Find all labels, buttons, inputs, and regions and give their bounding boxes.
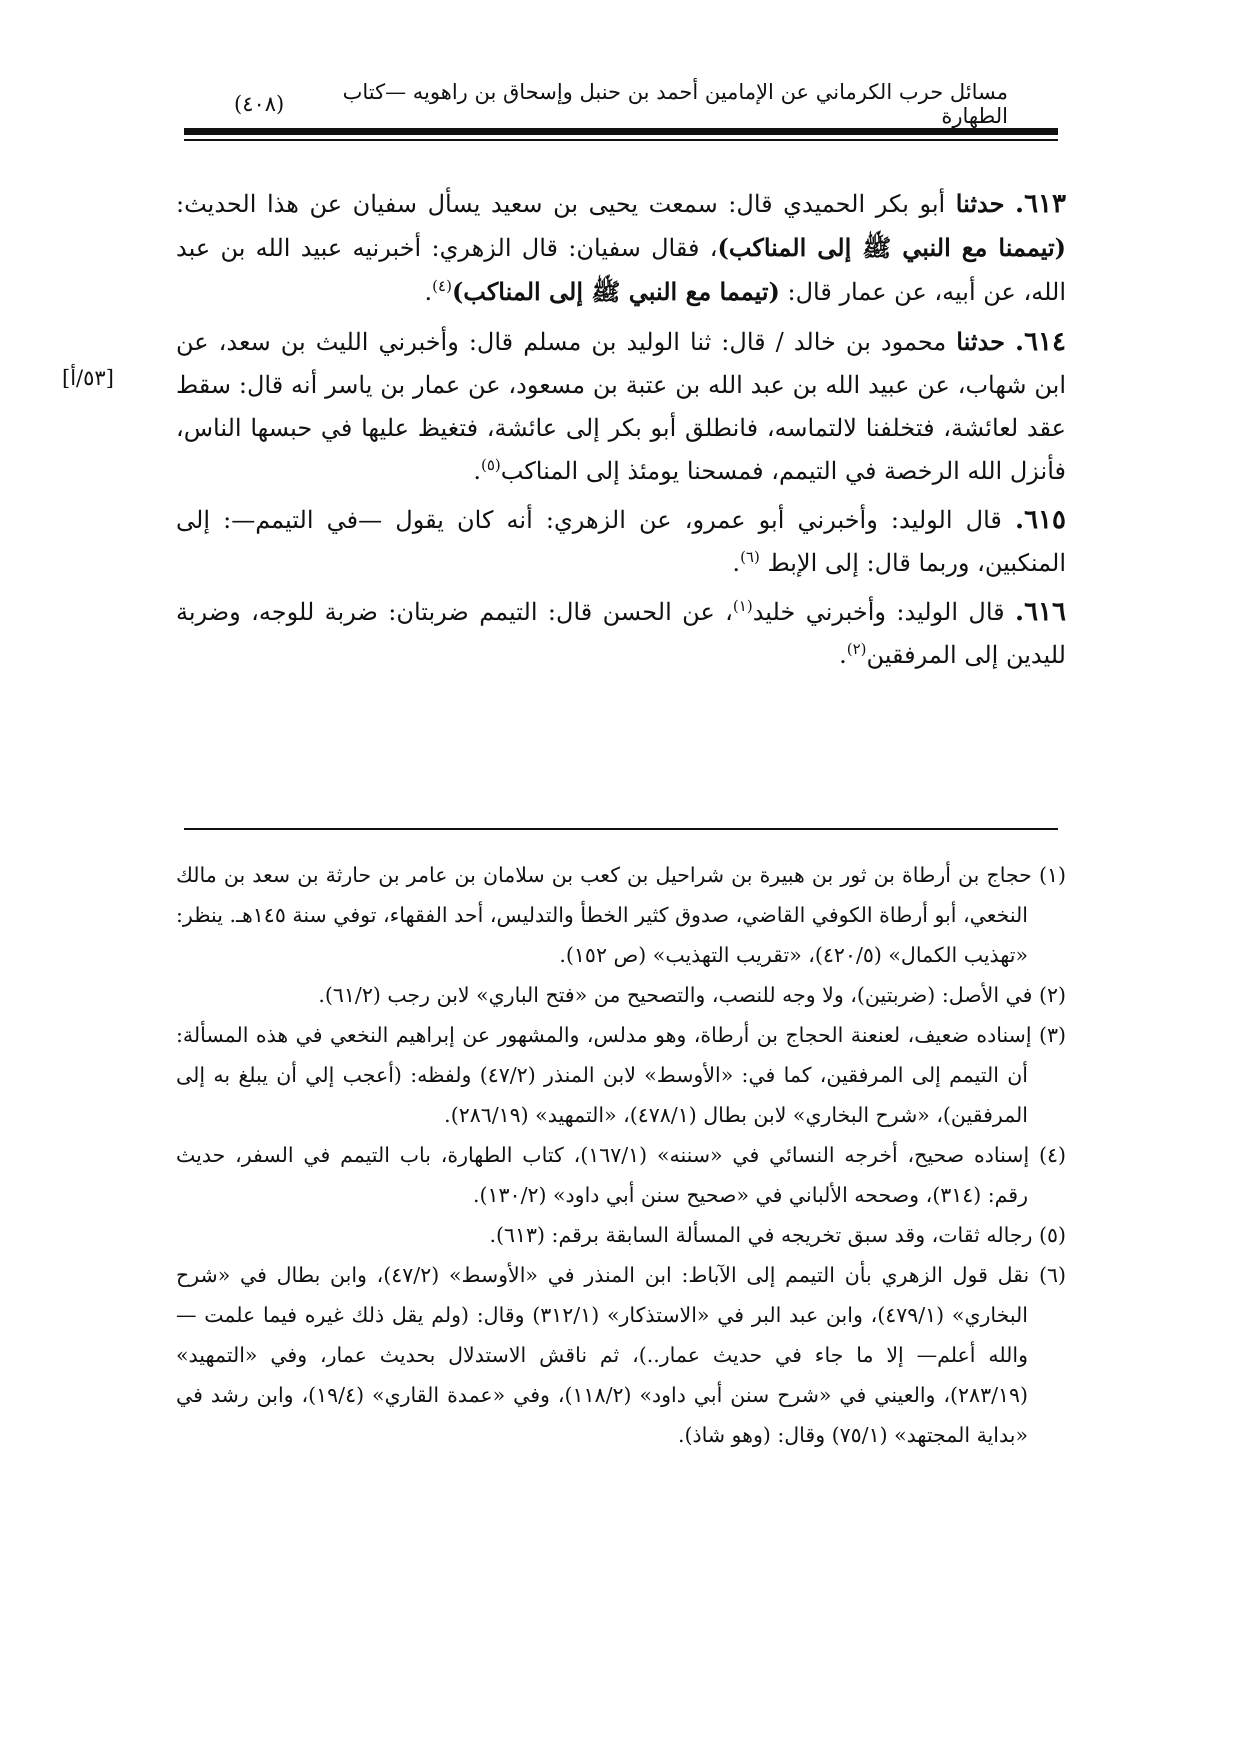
entry-lead: حدثنا: [956, 327, 1005, 356]
running-header: [234, 80, 1008, 128]
header-title: مسائل حرب الكرماني عن الإمامين أحمد بن حنبل وإسحاق بن راهويه —كتاب الطهارة: [342, 80, 1008, 128]
entry-number: ٦١٥: [1024, 505, 1066, 535]
footnotes: [176, 855, 1066, 1455]
footnote-text: في الأصل: (ضربتين)، ولا وجه للنصب، والتصحيح من «فتح الباري» لابن رجب (٦١/٢).: [318, 983, 1033, 1007]
entry-616: ٦١٦. قال الوليد: وأخبرني خليد$^{(١)}$، عن الحسن قال: التيمم ضربتان: ضربة للوجه، وضربة لليدين إلى المرفقين$^{(٢)}$.: [176, 597, 1066, 669]
footnote: [176, 1255, 1066, 1455]
footnote-text: إسناده ضعيف، لعنعنة الحجاج بن أرطاة، وهو مدلس، والمشهور عن إبراهيم النخعي في هذه المسألة: أن التيمم إلى المرفقين، كما في: «الأوسط» لابن المنذر (٤٧/٢) ولفظه: (أعجب إلي أن يبلغ به إلى المرفقين)، «شرح البخاري» لابن بطال (٤٧٨/١)، «التمهيد» (٢٨٦/١٩).: [176, 1023, 1032, 1127]
footnote: [176, 1015, 1066, 1135]
entry-613: ٦١٣. حدثنا أبو بكر الحميدي قال: سمعت يحيى بن سعيد يسأل سفيان عن هذا الحديث: (تيممنا مع النبي ﷺ إلى المناكب)، فقال سفيان: قال الزهري: أخبرنيه عبيد الله بن عبد الله، عن أبيه، عن عمار قال: (تيمما مع النبي ﷺ إلى المناكب)$^{(٤)}$.: [176, 189, 1066, 306]
footnote: [176, 975, 1066, 1015]
footnote-ref[interactable]: (٢): [846, 640, 867, 658]
header-rule-thick: [184, 128, 1058, 135]
footnote-ref[interactable]: (١): [732, 597, 753, 615]
footnote-ref[interactable]: (٦): [740, 548, 760, 566]
footnote-number: (٤): [1038, 1143, 1066, 1167]
entry-text: أبو بكر الحميدي قال: سمعت يحيى بن سعيد يسأل سفيان عن هذا الحديث:: [176, 190, 956, 218]
footnote-number: (١): [1038, 863, 1066, 887]
hadith-quote: (تيممنا مع النبي ﷺ إلى المناكب): [717, 233, 1066, 262]
footnote: [176, 1215, 1066, 1255]
entry-number: ٦١٤: [1024, 327, 1066, 357]
hadith-quote: (تيمما مع النبي ﷺ إلى المناكب): [451, 277, 780, 306]
entry-text: ، فقال سفيان: قال الزهري: أخبرنيه عبيد الله بن عبد الله، عن أبيه، عن عمار قال:: [176, 234, 1066, 306]
entry-614: ٦١٤. حدثنا محمود بن خالد / قال: ثنا الوليد بن مسلم قال: وأخبرني الليث بن سعد، عن ابن شهاب، عن عبيد الله بن عبد الله بن عتبة بن مسعود، عن عمار بن ياسر أنه قال: سقط عقد لعائشة، فتخلفنا لالتماسه، فانطلق أبو بكر إلى عائشة، فتغيظ عليها في حبسها الناس، فأنزل الله الرخصة في التيمم، فمسحنا يومئذ إلى المناكب$^{(٥)}$.: [176, 327, 1066, 485]
entry-text: محمود بن خالد / قال: ثنا الوليد بن مسلم قال: وأخبرني الليث بن سعد، عن ابن شهاب، عن عبيد الله بن عبد الله بن عتبة بن مسعود، عن عمار بن ياسر أنه قال: سقط عقد لعائشة، فتخلفنا لالتماسه، فانطلق أبو بكر إلى عائشة، فتغيظ عليها في حبسها الناس، فأنزل الله الرخصة في التيمم، فمسحنا يومئذ إلى المناكب: [176, 328, 1066, 485]
entry-number: ٦١٣: [1024, 189, 1066, 219]
manuscript-folio-marker: [٥٣/أ]: [62, 366, 114, 390]
footnote-text: إسناده صحيح، أخرجه النسائي في «سننه» (١٦٧/١)، كتاب الطهارة، باب التيمم في السفر، حديث رقم: (٣١٤)، وصححه الألباني في «صحيح سنن أبي داود» (١٣٠/٢).: [176, 1143, 1030, 1207]
entry-text: قال الوليد: وأخبرني أبو عمرو، عن الزهري: أنه كان يقول —في التيمم—: إلى المنكبين، وربما قال: إلى الإبط: [176, 506, 1066, 577]
footnote-number: (٦): [1038, 1263, 1066, 1287]
footnote: [176, 1135, 1066, 1215]
footnote-text: رجاله ثقات، وقد سبق تخريجه في المسألة السابقة برقم: (٦١٣).: [489, 1223, 1033, 1247]
main-text: [176, 182, 1066, 683]
entry-lead: حدثنا: [955, 189, 1005, 218]
footnote-text: نقل قول الزهري بأن التيمم إلى الآباط: ابن المنذر في «الأوسط» (٤٧/٢)، وابن بطال في «شرح البخاري» (٤٧٩/١)، وابن عبد البر في «الاستذكار» (٣١٢/١) وقال: (ولم يقل ذلك غيره فيما علمت —والله أعلم— إلا ما جاء في حديث عمار..)، ثم ناقش الاستدلال بحديث عمار، وفي «التمهيد» (٢٨٣/١٩)، والعيني في «شرح سنن أبي داود» (١١٨/٢)، وفي «عمدة القاري» (١٩/٤)، وابن رشد في «بداية المجتهد» (٧٥/١) وقال: (وهو شاذ).: [176, 1263, 1030, 1447]
entry-text: ، عن الحسن قال: التيمم ضربتان: ضربة للوجه، وضربة لليدين إلى المرفقين: [176, 598, 1066, 669]
entry-number: ٦١٦: [1024, 597, 1066, 627]
footnote-number: (٥): [1038, 1223, 1066, 1247]
footnote-separator: [184, 828, 1058, 830]
footnote-number: (٢): [1038, 983, 1066, 1007]
footnote-number: (٣): [1038, 1023, 1066, 1047]
page-number: (٤٠٨): [234, 92, 285, 116]
footnote: [176, 855, 1066, 975]
header-rule-thin: [184, 139, 1058, 141]
footnote-text: حجاج بن أرطاة بن ثور بن هبيرة بن شراحيل بن كعب بن سلامان بن عامر بن حارثة بن سعد بن مالك النخعي، أبو أرطاة الكوفي القاضي، صدوق كثير الخطأ والتدليس، أحد الفقهاء، توفي سنة ١٤٥هـ. ينظر: «تهذيب الكمال» (٤٢٠/٥)، «تقريب التهذيب» (ص ١٥٢).: [176, 863, 1032, 967]
footnote-ref[interactable]: (٤): [432, 277, 452, 295]
footnote-ref[interactable]: (٥): [481, 456, 501, 474]
entry-text: قال الوليد: وأخبرني خليد: [752, 598, 1016, 626]
entry-615: ٦١٥. قال الوليد: وأخبرني أبو عمرو، عن الزهري: أنه كان يقول —في التيمم—: إلى المنكبين، وربما قال: إلى الإبط $^{(٦)}$.: [176, 505, 1066, 577]
